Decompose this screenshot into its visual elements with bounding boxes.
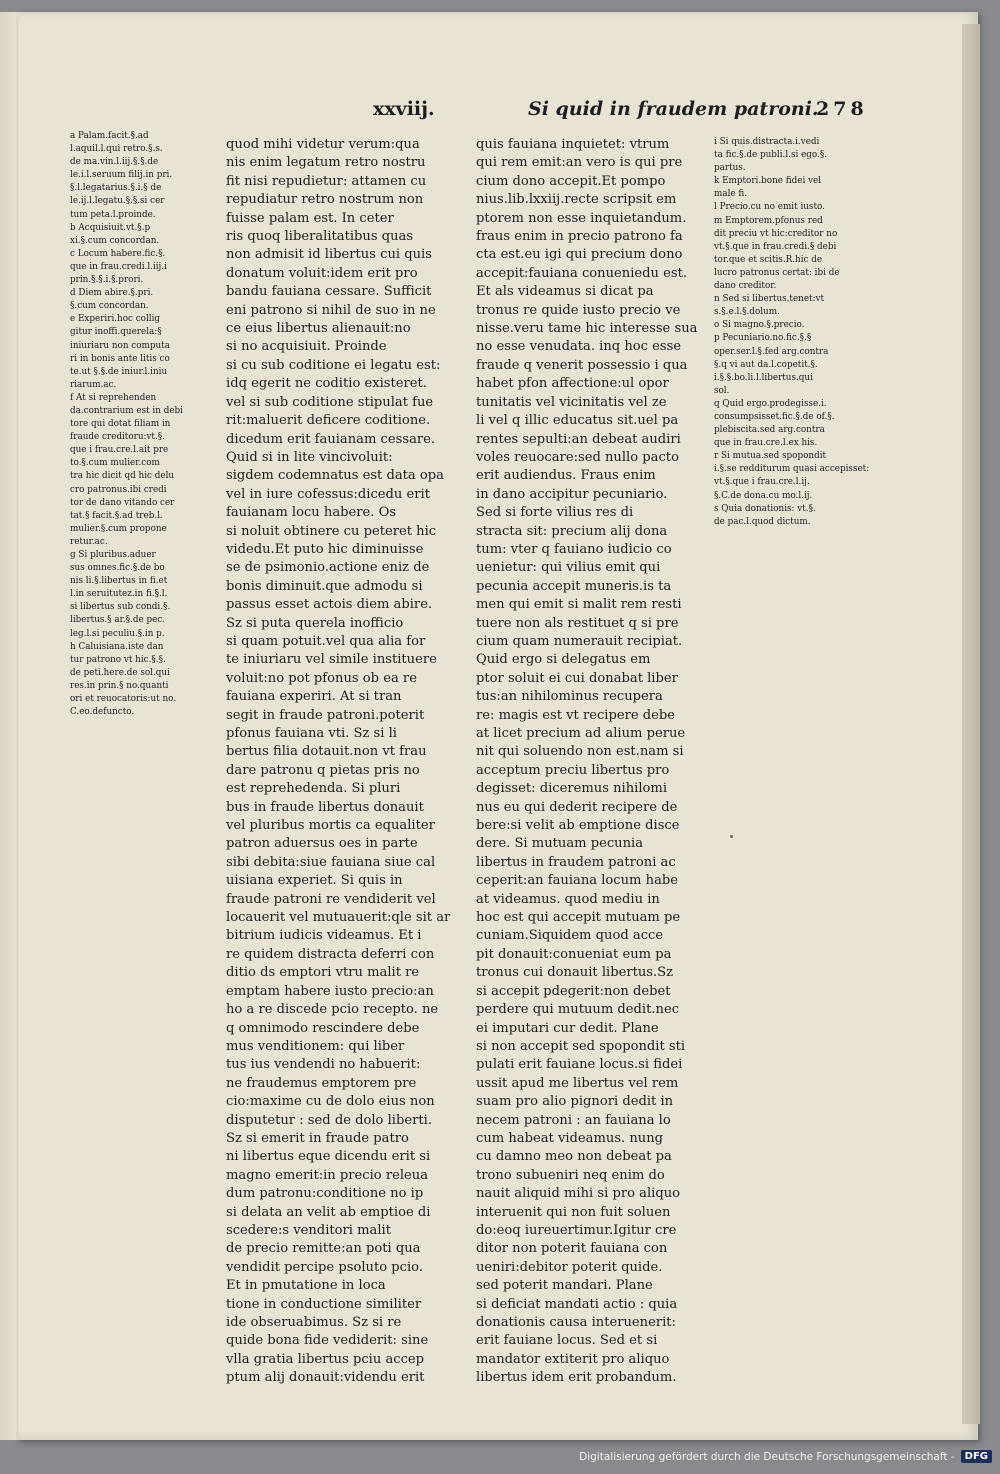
text-line: si deficiat mandati actio : quia	[476, 1296, 678, 1312]
text-line: tore qui dotat filiam in	[70, 419, 171, 430]
text-line: bonis diminuit.que admodu si	[226, 578, 423, 594]
text-line: rit:maluerit deficere coditione.	[226, 413, 431, 429]
main-text-column-b	[476, 136, 708, 1388]
text-line: donationis causa interuenerit:	[476, 1315, 676, 1330]
text-line: k Emptori.bone fidei vel	[714, 176, 822, 187]
text-line: de pac.l.quod dictum.	[714, 516, 811, 527]
text-line: Sed si forte vilius res di	[476, 505, 634, 521]
text-line: fit nisi repudietur: attamen cu	[226, 173, 427, 189]
text-line: leg.l.si peculiu.§.in p.	[70, 628, 165, 639]
text-line: tuere non als restituet q si pre	[476, 615, 679, 631]
text-line: ditor non poterit fauiana con	[476, 1241, 668, 1257]
text-line: qui rem emit:an vero is qui pre	[476, 155, 683, 171]
text-line: tum: vter q fauiano iudicio co	[476, 541, 672, 557]
text-line: nus eu qui dederit recipere de	[476, 799, 678, 815]
text-line: riarum.ac.	[70, 379, 117, 390]
text-line: res.in prin.§ no.quanti	[70, 680, 169, 691]
text-line: nit qui soluendo non est.nam si	[476, 744, 684, 760]
left-gloss-column	[70, 130, 210, 719]
text-line: ni libertus eque dicendu erit si	[226, 1149, 431, 1165]
text-line: ditio ds emptori vtru malit re	[226, 965, 420, 981]
text-line: uisiana experiet. Si quis in	[226, 873, 403, 889]
text-line: si noluit obtinere cu peteret hic	[226, 523, 437, 539]
text-line: nauit aliquid mihi si pro aliquo	[476, 1186, 681, 1202]
text-line: hoc est qui accepit mutuam pe	[476, 910, 681, 926]
text-line: idq egerit ne coditio existeret.	[226, 376, 427, 392]
text-line: scedere:s venditori malit	[226, 1222, 391, 1238]
text-line: vendidit percipe psoluto pcio.	[226, 1259, 423, 1275]
text-line: que i frau.cre.l.ait pre	[70, 445, 169, 456]
text-line: q omnimodo rescindere debe	[226, 1020, 420, 1036]
text-line: libertus.§ ar.§.de pec.	[70, 615, 166, 626]
text-line: nis li.§.libertus in fi.et	[70, 576, 168, 587]
footer-credit	[579, 1450, 992, 1463]
text-line: stracta sit: precium alij dona	[476, 523, 668, 539]
text-line: h Caluisiana.iste dan	[70, 641, 164, 652]
text-line: suam pro alio pignori dedit in	[476, 1094, 674, 1110]
text-line: si cu sub coditione ei legatu est:	[226, 357, 441, 373]
text-line: ri in bonis ante litis co	[70, 353, 170, 364]
text-line: Sz si emerit in fraude patro	[226, 1130, 409, 1146]
text-line: bertus filia dotauit.non vt frau	[226, 744, 427, 760]
page-speck	[730, 835, 733, 838]
text-line: fraude creditoru:vt.§.	[70, 432, 165, 443]
text-line: plebiscita.sed arg.contra	[714, 425, 825, 436]
main-text-column-a	[226, 136, 466, 1388]
funding-credit-text: Digitalisierung gefördert durch die Deutsche Forschungsgemeinschaft -	[579, 1450, 955, 1463]
text-line: C.eo.defuncto.	[70, 707, 135, 718]
text-line: pfonus fauiana vti. Sz si li	[226, 726, 397, 741]
text-line: si accepit pdegerit:non debet	[476, 983, 671, 999]
text-line: vel si sub coditione stipulat fue	[226, 394, 434, 410]
text-line: uenietur: qui vilius emit qui	[476, 560, 661, 576]
text-line: p Pecuniario.no.fic.§.§	[714, 333, 812, 344]
text-line: quide bona fide vediderit: sine	[226, 1333, 429, 1349]
text-line: gitur inoffi.querela:§	[70, 327, 162, 338]
text-line: tor.que et scitis.R.hic de	[714, 254, 823, 265]
text-line: que in frau.cre.l.ex his.	[714, 438, 818, 449]
text-line: sed poterit mandari. Plane	[476, 1278, 653, 1294]
text-line: consumpsisset.fic.§.de of.§.	[714, 411, 835, 422]
text-line: n Sed si libertus.tenet:vt	[714, 294, 825, 305]
text-line: tra hic dicit qd hic delu	[70, 471, 175, 482]
text-line: perdere qui mutuum dedit.nec	[476, 1002, 680, 1018]
text-line: cio:maxime cu de dolo eius non	[226, 1094, 435, 1110]
text-line: vlla gratia libertus pciu accep	[226, 1351, 425, 1367]
book-page	[18, 12, 978, 1440]
text-line: non admisit id libertus cui quis	[226, 247, 432, 263]
dfg-logo: DFG	[961, 1450, 992, 1463]
text-line: ris quoq liberalitatibus quas	[226, 229, 414, 245]
text-line: Et als videamus si dicat pa	[476, 284, 654, 300]
text-line: §.C.de dona.cu mo.l.ij.	[714, 490, 813, 501]
page-number: 278	[816, 98, 868, 120]
text-line: cuniam.Siquidem quod acce	[476, 928, 664, 944]
text-line: tum peta.l.proinde.	[70, 209, 156, 220]
text-line: te.ut §.§.de iniur.l.iniu	[70, 366, 168, 377]
text-line: in dano accipitur pecuniario.	[476, 486, 668, 502]
text-line: §.cum concordan.	[70, 301, 149, 312]
text-line: que in frau.credi.l.iij.i	[70, 261, 167, 272]
text-line: li vel q illic educatus sit.uel pa	[476, 413, 679, 429]
text-line: f At si reprehenden	[70, 392, 157, 403]
text-line: necem patroni : an fauiana lo	[476, 1112, 671, 1128]
text-line: nisse.veru tame hic interesse sua	[476, 321, 698, 337]
text-line: e Experiri.hoc collig	[70, 314, 161, 325]
text-line: pecunia accepit muneris.is ta	[476, 578, 672, 594]
text-line: dare patronu q pietas pris no	[226, 762, 420, 778]
text-line: ei imputari cur dedit. Plane	[476, 1020, 659, 1036]
text-line: s.§.e.l.§.dolum.	[714, 307, 780, 318]
text-line: vt.§.que in frau.credi.§ debi	[714, 241, 837, 252]
text-line: i Si quis.distracta.i.vedi	[714, 137, 820, 147]
text-line: fauianam locu habere. Os	[226, 505, 397, 521]
text-line: o Si magno.§.precio.	[714, 320, 805, 331]
text-line: at licet precium ad alium perue	[476, 726, 686, 741]
text-line: sol.	[714, 385, 730, 396]
text-line: de precio remitte:an poti qua	[226, 1241, 421, 1257]
text-line: male fi.	[714, 189, 748, 200]
text-line: i.§.§.bo.li.l.libertus.qui	[714, 372, 813, 383]
text-line: dere. Si mutuam pecunia	[476, 836, 644, 852]
text-line: nius.lib.lxxiij.recte scripsit em	[476, 192, 677, 208]
text-line: ne fraudemus emptorem pre	[226, 1075, 417, 1091]
text-line: disputetur : sed de dolo liberti.	[226, 1112, 432, 1128]
text-line: cium quam numerauit recipiat.	[476, 633, 683, 649]
text-line: mandator extiterit pro aliquo	[476, 1351, 670, 1367]
text-line: lucro patronus certat: ibi de	[714, 267, 840, 278]
text-line: libertus idem erit probandum.	[476, 1370, 677, 1386]
text-line: Et in pmutatione in loca	[226, 1278, 386, 1294]
text-line: tur patrono vt hic.§.§.	[70, 654, 166, 665]
text-line: mulier.§.cum propone	[70, 523, 167, 534]
text-line: tus:an nihilominus recupera	[476, 689, 663, 705]
text-line: ho a re discede pcio recepto. ne	[226, 1002, 439, 1018]
text-line: voluit:no pot pfonus ob ea re	[226, 670, 417, 686]
text-line: bus in fraude libertus donauit	[226, 799, 424, 815]
text-line: fraus enim in precio patrono fa	[476, 229, 683, 245]
text-line: degisset: diceremus nihilomi	[476, 781, 668, 797]
text-line: ide obseruabimus. Sz si re	[226, 1315, 402, 1330]
text-line: tunitatis vel vicinitatis vel ze	[476, 394, 667, 410]
running-title: Si quid in fraudem patroni.	[528, 98, 819, 120]
text-line: tat.§ facit.§.ad treb.l.	[70, 510, 163, 521]
text-line: cu damno meo non debeat pa	[476, 1149, 672, 1165]
text-line: videdu.Et puto hic diminuisse	[226, 541, 424, 557]
text-line: si non accepit sed spopondit sti	[476, 1038, 686, 1054]
text-line: fraude patroni re vendiderit vel	[226, 891, 436, 907]
text-line: a Palam.facit.§.ad	[70, 131, 149, 141]
text-line: si quam potuit.vel qua alia for	[226, 633, 426, 649]
text-line: ueniri:debitor poterit quide.	[476, 1259, 663, 1275]
text-line: vt.§.que i frau.cre.l.ij.	[714, 477, 810, 488]
text-line: partus.	[714, 163, 746, 174]
text-line: repudiatur retro nostrum non	[226, 192, 424, 208]
text-line: le.i.l.seruum filij.in pri.	[70, 170, 173, 181]
text-line: c Locum habere.fic.§.	[70, 248, 166, 259]
text-line: Quid si in lite vincivoluit:	[226, 449, 393, 465]
text-line: patron aduersus oes in parte	[226, 836, 418, 852]
text-line: m Emptorem.pfonus red	[714, 215, 823, 226]
text-line: s Quia donationis: vt.§.	[714, 503, 816, 514]
text-line: vel pluribus mortis ca equaliter	[226, 818, 435, 834]
text-line: dicedum erit fauianam cessare.	[226, 431, 436, 447]
text-line: l.in seruitutez.in fi.§.l.	[70, 589, 168, 600]
text-line: §.l.legatarius.§.i.§ de	[70, 183, 162, 194]
text-line: pit donauit:conueniat eum pa	[476, 946, 672, 962]
text-line: si libertus sub condi.§.	[70, 602, 171, 613]
text-line: le.ij.l.legatu.§.§.si cer	[70, 196, 165, 207]
text-line: retur.ac.	[70, 536, 108, 547]
text-line: da.contrarium est in debi	[70, 405, 183, 416]
text-line: bere:si velit ab emptione disce	[476, 818, 680, 834]
text-line: ceperit:an fauiana locum habe	[476, 873, 679, 889]
text-line: erit fauiane locus. Sed et si	[476, 1333, 658, 1349]
text-line: passus esset actois diem abire.	[226, 597, 433, 613]
text-line: b Acquisiuit.vt.§.p	[70, 222, 151, 233]
text-line: accepit:fauiana conueniedu est.	[476, 265, 688, 281]
folio-label: xxviij.	[373, 98, 435, 120]
text-line: tronus cui donauit libertus.Sz	[476, 965, 674, 981]
text-line: rentes sepulti:an debeat audiri	[476, 431, 681, 447]
text-line: bitrium iudicis videamus. Et i	[226, 928, 422, 944]
text-line: no esse venudata. inq hoc esse	[476, 339, 682, 355]
text-line: sigdem codemnatus est data opa	[226, 468, 444, 484]
text-line: sibi debita:siue fauiana siue cal	[226, 854, 436, 870]
text-line: donatum voluit:idem erit pro	[226, 265, 418, 281]
text-line: interuenit qui non fuit soluen	[476, 1204, 671, 1220]
text-line: cro patronus.ibi credi	[70, 484, 167, 495]
page-fore-edge	[962, 24, 980, 1424]
text-line: at videamus. quod mediu in	[476, 891, 660, 907]
text-line: dum patronu:conditione no ip	[226, 1186, 424, 1202]
text-line: si no acquisiuit. Proinde	[226, 339, 387, 355]
text-line: libertus in fraudem patroni ac	[476, 854, 676, 870]
text-line: erit audiendus. Fraus enim	[476, 468, 656, 484]
text-line: ptorem non esse inquietandum.	[476, 210, 687, 226]
text-line: oper.ser.l.§.fed arg.contra	[714, 346, 829, 357]
text-line: ce eius libertus alienauit:no	[226, 321, 411, 337]
text-line: tus ius vendendi no habuerit:	[226, 1057, 421, 1073]
text-line: Quid ergo si delegatus em	[476, 652, 651, 668]
text-line: ptor soluit ei cui donabat liber	[476, 670, 678, 686]
text-line: trono subueniri neq enim do	[476, 1167, 665, 1183]
text-line: ta fic.§.de publi.l.si ego.§.	[714, 150, 828, 161]
text-line: d Diem abire.§.pri.	[70, 288, 154, 299]
text-line: iniuriaru non computa	[70, 340, 170, 351]
text-line: de peti.here.de sol.qui	[70, 667, 170, 678]
text-line: te iniuriaru vel simile instituere	[226, 652, 437, 668]
text-line: tronus re quide iusto precio ve	[476, 302, 681, 318]
text-line: re: magis est vt recipere debe	[476, 707, 676, 723]
text-line: Sz si puta querela inofficio	[226, 615, 404, 631]
text-line: quis fauiana inquietet: vtrum	[476, 137, 670, 152]
text-line: g Si pluribus.aduer	[70, 550, 156, 560]
text-line: mus venditionem: qui liber	[226, 1038, 405, 1054]
text-line: fauiana experiri. At si tran	[226, 689, 402, 705]
text-line: i.§.se redditurum quasi accepisset:	[714, 464, 870, 475]
text-line: sus omnes.fic.§.de bo	[70, 563, 165, 574]
text-line: pulati erit fauiane locus.si fidei	[476, 1057, 683, 1073]
text-line: eni patrono si nihil de suo in ne	[226, 302, 436, 318]
text-line: ptum alij donauit:videndu erit	[226, 1370, 425, 1386]
text-line: tione in conductione similiter	[226, 1296, 422, 1312]
text-line: magno emerit:in precio releua	[226, 1167, 429, 1183]
text-line: bandu fauiana cessare. Sufficit	[226, 284, 432, 300]
text-line: voles reuocare:sed nullo pacto	[476, 449, 679, 465]
text-line: ussit apud me libertus vel rem	[476, 1075, 679, 1091]
right-gloss-column	[714, 136, 870, 529]
text-line: segit in fraude patroni.poterit	[226, 707, 425, 723]
text-line: re quidem distracta deferri con	[226, 946, 435, 962]
text-line: fuisse palam est. In ceter	[226, 210, 394, 226]
text-line: cum habeat videamus. nung	[476, 1130, 664, 1146]
text-line: de ma.vin.l.iij.§.§.de	[70, 157, 159, 168]
text-line: si delata an velit ab emptioe di	[226, 1204, 431, 1220]
text-line: dit preciu vt hic:creditor no	[714, 228, 838, 239]
text-line: quod mihi videtur verum:qua	[226, 137, 420, 152]
text-line: emptam habere iusto precio:an	[226, 983, 434, 999]
text-line: §.q vi aut da.l.copetit.§.	[714, 359, 818, 370]
text-line: cium dono accepit.Et pompo	[476, 173, 666, 189]
text-line: est reprehedenda. Si pluri	[226, 781, 401, 797]
text-line: acceptum preciu libertus pro	[476, 762, 670, 778]
text-line: dano creditor.	[714, 281, 777, 292]
text-line: to.§.cum mulier.com	[70, 458, 160, 469]
text-line: fraude q venerit possessio i qua	[476, 357, 688, 373]
text-line: ori et reuocatoris:ut no.	[70, 694, 177, 705]
text-line: locauerit vel mutuauerit:qle sit ar	[226, 910, 451, 926]
text-line: r Si mutua.sed spopondit	[714, 451, 827, 462]
text-line: do:eoq iureuertimur.Igitur cre	[476, 1222, 677, 1238]
text-line: l.aquil.l.qui retro.§.s.	[70, 144, 163, 155]
text-line: prin.§.§.i.§.prori.	[70, 275, 144, 286]
text-line: q Quid ergo.prodegisse.i.	[714, 398, 827, 409]
text-line: l Precio.cu no emit iusto.	[714, 202, 825, 213]
text-line: vel in iure cofessus:dicedu erit	[226, 486, 430, 502]
text-line: tor de dano vitando cer	[70, 497, 175, 508]
text-line: habet pfon affectione:ul opor	[476, 376, 669, 392]
text-line: men qui emit si malit rem resti	[476, 597, 682, 613]
text-line: nis enim legatum retro nostru	[226, 155, 426, 171]
text-line: xi.§.cum concordan.	[70, 235, 160, 246]
text-line: se de psimonio.actione eniz de	[226, 560, 430, 576]
text-line: cta est.eu igi qui precium dono	[476, 247, 683, 263]
